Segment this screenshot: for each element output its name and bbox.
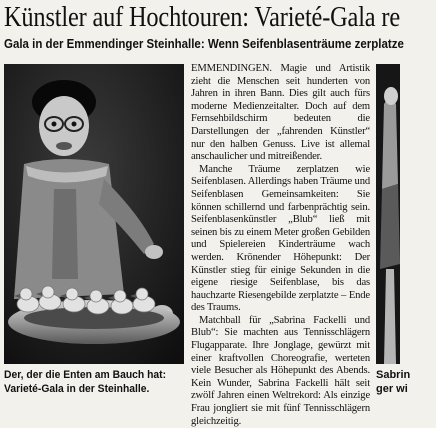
photo-caption-left <box>4 368 183 396</box>
photo-caption-right <box>376 368 411 396</box>
caption-right-line-1: Sabrin <box>376 369 411 381</box>
article-paragraph: Manche Träume zerplatzen wie Seifenblasen. Allerdings haben Träume und Seifenblasen Gemeinsamkeiten: Sie können schillernd und farbenprächtig sein. Seifenblasenkünstler „Blub“ ließ mit seinen bis zu einem Meter großen Gebilden und Spielereien Kinderträume wach werden. Krönender Höhepunkt: Der Künstler stieg für einige Sekunden in die eigene riesige Seifenblase, bis das hauchzarte Riesengebilde zerplatzte – Ende des Traums. <box>191 163 370 314</box>
caption-line-2: Varieté-Gala in der Steinhalle. <box>4 383 150 395</box>
photo-clown-with-ducks <box>4 64 184 364</box>
caption-right-line-2: ger wi <box>376 383 408 395</box>
subheadline: Gala in der Emmendinger Steinhalle: Wenn Seifenblasenträume zerplatze <box>4 37 404 51</box>
caption-line-1: Der, der die Enten am Bauch hat: <box>4 369 167 381</box>
photo-clown-illustration <box>4 64 184 364</box>
photo-juggler <box>376 64 400 364</box>
photo-juggler-illustration <box>376 64 400 364</box>
article-paragraph: EMMENDINGEN. Magie und Artistik zieht die Menschen seit hunderten von Jahren in ihren Bann. Dies gilt auch fürs moderne Medienzeitalter. Doch auf dem Fernsehbildschirm bedeuten die Darstellungen der „fahrenden Künstler“ nur den halben Genuss. Live ist allemal anschaulicher und mitreißender. <box>191 63 370 163</box>
headline: Künstler auf Hochtouren: Varieté-Gala re <box>4 1 400 33</box>
article-paragraph: Matchball für „Sabrina Fackelli und Blub“: Sie machten aus Tennisschlägern Flugapparate. Ihre Jonglage, gewürzt mit einer kraftvollen Choreografie, werteten viele Besucher als Höhepunkt des Abends. Kein Wunder, Sabrina Fackelli hält seit zwölf Jahren einen Weltrekord: Als einzige Frau jongliert sie mit fünf Tennisschlägern gleichzeitig. <box>191 314 370 427</box>
article-body <box>191 63 370 427</box>
